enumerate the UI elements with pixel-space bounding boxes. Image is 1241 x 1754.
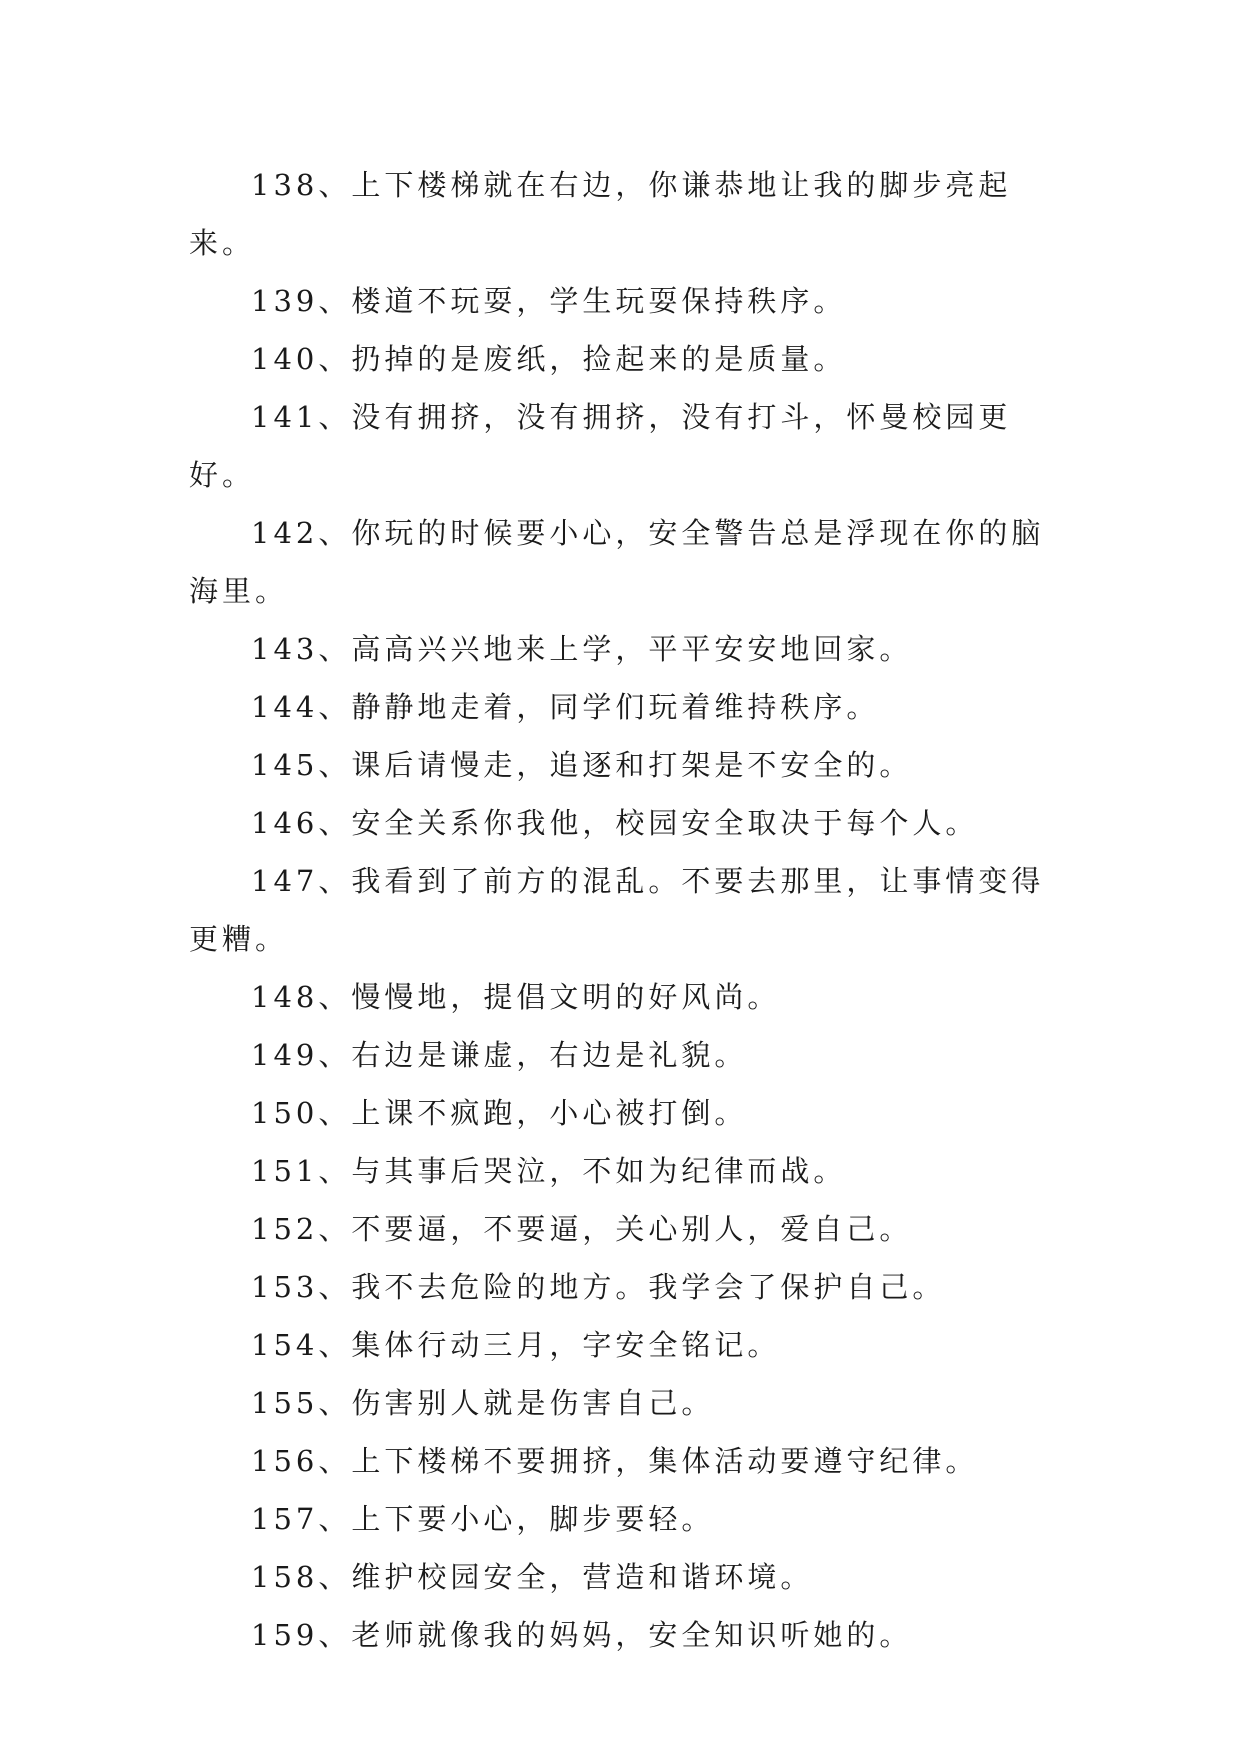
slogan-item: 149、右边是谦虚，右边是礼貌。: [251, 1038, 748, 1072]
slogan-item: 156、上下楼梯不要拥挤，集体活动要遵守纪律。: [251, 1444, 979, 1478]
slogan-item: 148、慢慢地，提倡文明的好风尚。: [251, 980, 781, 1014]
slogan-item: 140、扔掉的是废纸，捡起来的是质量。: [251, 342, 847, 376]
slogan-item: 141、没有拥挤，没有拥挤，没有打斗，怀曼校园更好。: [189, 400, 1012, 492]
slogan-item: 146、安全关系你我他，校园安全取决于每个人。: [251, 806, 979, 840]
slogan-item: 155、伤害别人就是伤害自己。: [251, 1386, 715, 1420]
slogan-list: [189, 156, 1069, 1664]
slogan-item: 142、你玩的时候要小心，安全警告总是浮现在你的脑海里。: [189, 516, 1045, 608]
slogan-item: 144、静静地走着，同学们玩着维持秩序。: [251, 690, 880, 724]
slogan-item: 145、课后请慢走，追逐和打架是不安全的。: [251, 748, 913, 782]
slogan-item: 150、上课不疯跑，小心被打倒。: [251, 1096, 748, 1130]
slogan-item: 154、集体行动三月，字安全铭记。: [251, 1328, 781, 1362]
slogan-item: 157、上下要小心，脚步要轻。: [251, 1502, 715, 1536]
slogan-item: 151、与其事后哭泣，不如为纪律而战。: [251, 1154, 847, 1188]
slogan-item: 147、我看到了前方的混乱。不要去那里，让事情变得更糟。: [189, 864, 1045, 956]
slogan-item: 139、楼道不玩耍，学生玩耍保持秩序。: [251, 284, 847, 318]
slogan-item: 153、我不去危险的地方。我学会了保护自己。: [251, 1270, 946, 1304]
slogan-item: 158、维护校园安全，营造和谐环境。: [251, 1560, 814, 1594]
slogan-item: 152、不要逼，不要逼，关心别人，爱自己。: [251, 1212, 913, 1246]
slogan-item: 138、上下楼梯就在右边，你谦恭地让我的脚步亮起来。: [189, 168, 1012, 260]
slogan-item: 159、老师就像我的妈妈，安全知识听她的。: [251, 1618, 913, 1652]
slogan-item: 143、高高兴兴地来上学，平平安安地回家。: [251, 632, 913, 666]
